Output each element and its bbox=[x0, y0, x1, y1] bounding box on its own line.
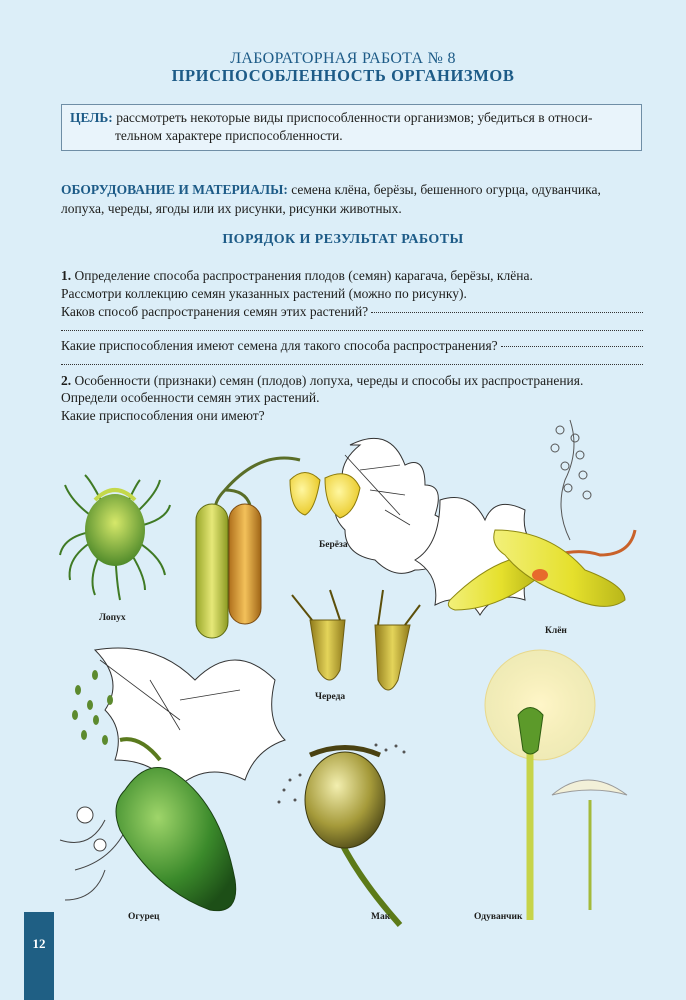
label-bidens: Череда bbox=[315, 692, 346, 702]
label-dandelion: Одуванчик bbox=[474, 912, 523, 922]
equipment-label: ОБОРУДОВАНИЕ И МАТЕРИАЛЫ: bbox=[61, 182, 288, 197]
label-birch: Берёза bbox=[319, 540, 348, 550]
task1-question-2: Какие приспособления имеют семена для такого способа распространения? bbox=[61, 338, 498, 353]
page-number: 12 bbox=[32, 936, 46, 951]
task2-text-1: Особенности (признаки) семян (плодов) лопуха, череды и способы их распространения. bbox=[74, 373, 584, 388]
goal-text-1: рассмотреть некоторые виды приспособленности организмов; убедиться в относи- bbox=[116, 110, 593, 125]
cucumber-illustration bbox=[60, 648, 285, 911]
task2-number: 2. bbox=[61, 373, 72, 388]
page-number-tab bbox=[24, 912, 54, 1000]
task1-text-2: Рассмотри коллекцию семян указанных растений (можно по рисунку). bbox=[61, 286, 467, 301]
task2-text-2: Определи особенности семян этих растений. bbox=[61, 390, 320, 405]
burdock-illustration bbox=[60, 475, 170, 600]
bidens-illustration bbox=[292, 590, 420, 690]
task2-text-3: Какие приспособления они имеют? bbox=[61, 408, 265, 423]
equipment-text-2: лопуха, череды, ягоды или их рисунки, рисунки животных. bbox=[61, 201, 402, 216]
label-cucumber: Огурец bbox=[128, 912, 160, 922]
task1-question-1: Каков способ распространения семян этих растений? bbox=[61, 304, 369, 319]
section-title: ПОРЯДОК И РЕЗУЛЬТАТ РАБОТЫ bbox=[222, 232, 464, 247]
goal-label: ЦЕЛЬ: bbox=[70, 110, 113, 125]
maple-illustration bbox=[415, 420, 635, 615]
task1-number: 1. bbox=[61, 268, 72, 283]
label-poppy: Мак bbox=[371, 912, 391, 922]
label-maple: Клён bbox=[545, 626, 567, 636]
dandelion-illustration bbox=[485, 650, 627, 920]
label-burdock: Лопух bbox=[99, 613, 126, 623]
lab-number-heading: ЛАБОРАТОРНАЯ РАБОТА № 8 bbox=[230, 50, 456, 67]
task1-text-1: Определение способа распространения плодов (семян) карагача, берёзы, клёна. bbox=[74, 268, 533, 283]
birch-illustration bbox=[196, 438, 445, 638]
lab-title-heading: ПРИСПОСОБЛЕННОСТЬ ОРГАНИЗМОВ bbox=[171, 66, 515, 85]
poppy-illustration bbox=[278, 744, 406, 926]
goal-text-2: тельном характере приспособленности. bbox=[115, 128, 343, 143]
equipment-text-1: семена клёна, берёзы, бешенного огурца, одуванчика, bbox=[291, 182, 601, 197]
